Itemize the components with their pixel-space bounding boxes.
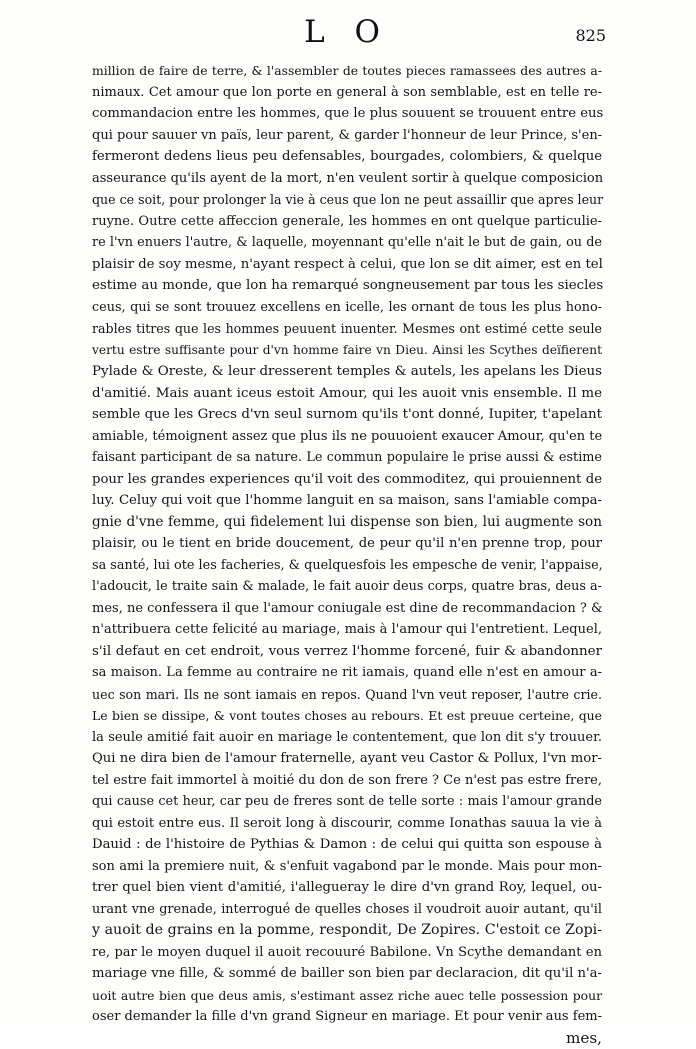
text-line: qui estoit entre eus. Il seroit long à discourir, comme Ionathas sauua la vie à <box>92 813 602 835</box>
text-line: estime au monde, que lon ha remarqué songneusement par tous les siecles <box>92 275 602 297</box>
text-line: uec son mari. Ils ne sont iamais en repos. Quand l'vn veut reposer, l'autre crie. <box>92 684 602 706</box>
text-line: commandacion entre les hommes, que le plus souuent se trouuent entre eus <box>92 103 602 125</box>
text-line: mes, ne confessera il que l'amour coniugale est dine de recommandacion ? & <box>92 598 602 620</box>
text-line: semble que les Grecs d'vn seul surnom qu'ils t'ont donné, Iupiter, t'apelant <box>92 404 602 426</box>
text-line: qui pour sauuer vn païs, leur parent, & garder l'honneur de leur Prince, s'en- <box>92 125 602 147</box>
text-line: oser demander la fille d'vn grand Signeur en mariage. Et pour venir aus fem- <box>92 1006 602 1028</box>
text-line: amiable, témoignent assez que plus ils ne pouuoient exaucer Amour, qu'en te <box>92 426 602 448</box>
text-line: plaisir, ou le tient en bride doucement, de peur qu'il n'en prenne trop, pour <box>92 533 602 555</box>
text-line: d'amitié. Mais auant iceus estoit Amour, qui les auoit vnis ensemble. Il me <box>92 383 602 405</box>
text-line: re, par le moyen duquel il auoit recouuré Babilone. Vn Scythe demandant en <box>92 942 602 964</box>
text-line: ruyne. Outre cette affeccion generale, les hommes en ont quelque particulie- <box>92 211 602 233</box>
text-line: mariage vne fille, & sommé de bailler son bien par declaracion, dit qu'il n'a- <box>92 963 602 985</box>
running-head-title: L O <box>92 14 602 50</box>
text-line: plaisir de soy mesme, n'ayant respect à celui, que lon se dit aimer, est en tel <box>92 254 602 276</box>
text-line: million de faire de terre, & l'assembler de toutes pieces ramassees des autres a- <box>92 60 602 82</box>
text-line: tel estre fait immortel à moitié du don de son frere ? Ce n'est pas estre frere, <box>92 770 602 792</box>
text-line: nimaux. Cet amour que lon porte en general à son semblable, est en telle re- <box>92 82 602 104</box>
text-line: sa santé, lui ote les facheries, & quelquesfois les empesche de venir, l'appaise, <box>92 555 602 577</box>
text-line: son ami la premiere nuit, & s'enfuit vagabond par le monde. Mais pour mon- <box>92 856 602 878</box>
text-line: gnie d'vne femme, qui fidelement lui dispense son bien, lui augmente son <box>92 512 602 534</box>
text-line: qui cause cet heur, car peu de freres sont de telle sorte : mais l'amour grande <box>92 791 602 813</box>
text-line: faisant participant de sa nature. Le commun populaire le prise aussi & estime <box>92 447 602 469</box>
text-line: y auoit de grains en la pomme, respondit, De Zopires. C'estoit ce Zopi- <box>92 920 602 942</box>
page-number: 825 <box>575 26 606 45</box>
text-line: Le bien se dissipe, & vont toutes choses au rebours. Et est preuue certeine, que <box>92 705 602 727</box>
text-line: Pylade & Oreste, & leur dresserent temples & autels, les apelans les Dieus <box>92 361 602 383</box>
running-head <box>92 14 602 54</box>
text-line: que ce soit, pour prolonger la vie à ceus que lon ne peut assaillir que apres leur <box>92 189 602 211</box>
text-line: uoit autre bien que deus amis, s'estimant assez riche auec telle possession pour <box>92 985 602 1007</box>
text-line: s'il defaut en cet endroit, vous verrez l'homme forcené, fuir & abandonner <box>92 641 602 663</box>
text-line: asseurance qu'ils ayent de la mort, n'en veulent sortir à quelque composicion <box>92 168 602 190</box>
text-line: urant vne grenade, interrogué de quelles choses il voudroit auoir autant, qu'il <box>92 899 602 921</box>
text-line: vertu estre suffisante pour d'vn homme faire vn Dieu. Ainsi les Scythes deïfierent <box>92 340 602 362</box>
text-line: l'adoucit, le traite sain & malade, le fait auoir deus corps, quatre bras, deus a- <box>92 576 602 598</box>
text-line: n'attribuera cette felicité au mariage, mais à l'amour qui l'entretient. Lequel, <box>92 619 602 641</box>
text-line: sa maison. La femme au contraire ne rit iamais, quand elle n'est en amour a- <box>92 662 602 684</box>
text-line: Dauid : de l'histoire de Pythias & Damon : de celui qui quitta son espouse à <box>92 834 602 856</box>
text-line: pour les grandes experiences qu'il voit des commoditez, qui prouiennent de <box>92 469 602 491</box>
body-text <box>92 60 602 1049</box>
text-line: re l'vn enuers l'autre, & laquelle, moyennant qu'elle n'ait le but de gain, ou de <box>92 232 602 254</box>
text-line: luy. Celuy qui voit que l'homme languit en sa maison, sans l'amiable compa- <box>92 490 602 512</box>
text-line: ceus, qui se sont trouuez excellens en icelle, les ornant de tous les plus hono- <box>92 297 602 319</box>
text-line: fermeront dedens lieus peu defensables, bourgades, colombiers, & quelque <box>92 146 602 168</box>
text-line: trer quel bien vient d'amitié, i'allegueray le dire d'vn grand Roy, lequel, ou- <box>92 877 602 899</box>
text-line: rables titres que les hommes peuuent inuenter. Mesmes ont estimé cette seule <box>92 318 602 340</box>
text-line: la seule amitié fait auoir en mariage le contentement, que lon dit s'y trouuer. <box>92 727 602 749</box>
text-line: mes, <box>92 1028 602 1049</box>
text-line: Qui ne dira bien de l'amour fraternelle, ayant veu Castor & Pollux, l'vn mor- <box>92 748 602 770</box>
